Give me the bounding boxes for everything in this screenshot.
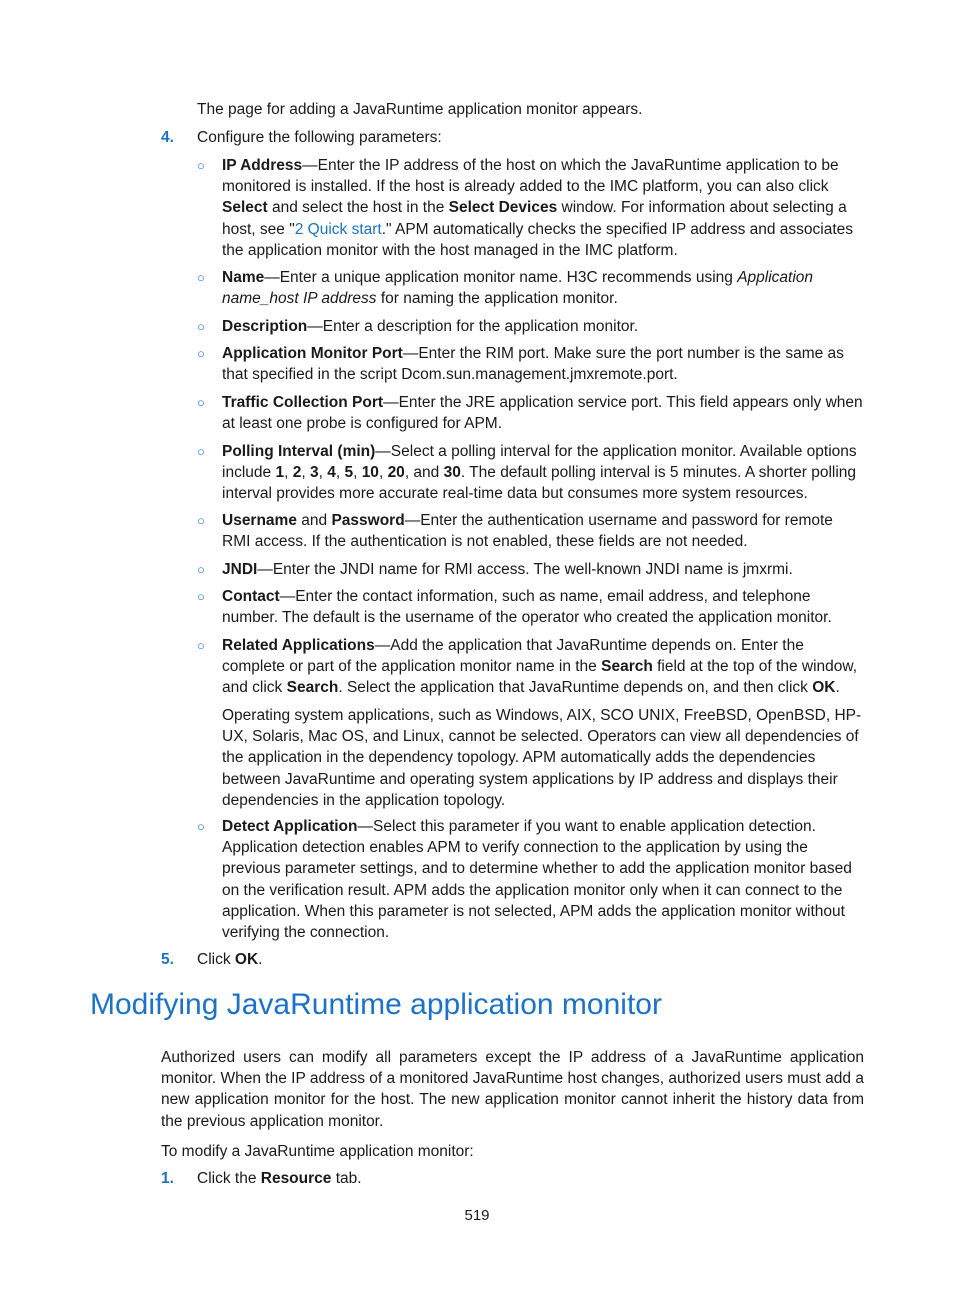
param-related-applications: [222, 635, 864, 699]
sep: ,: [353, 464, 362, 482]
text: —Enter the JNDI name for RMI access. The well-known JNDI name is jmxrmi.: [257, 561, 793, 578]
step-text: Configure the following parameters:: [197, 129, 442, 146]
sep: ,: [378, 464, 388, 482]
bullet-marker: ○: [197, 638, 205, 653]
sep: ,: [301, 464, 310, 482]
text: . The default polling interval is 5 minutes. A shorter polling interval provides more accurate real-time data but consumes more system resources.: [222, 464, 857, 503]
option-value: 4: [327, 464, 336, 482]
text: and select the host in the: [267, 199, 449, 217]
param-label: Related Applications: [222, 637, 375, 654]
param-label: JNDI: [222, 561, 258, 578]
option-value: 5: [344, 464, 354, 482]
param-contact: [222, 586, 864, 628]
related-applications-note: Operating system applications, such as Windows, AIX, SCO UNIX, FreeBSD, OpenBSD, HP-UX, Solaris, Mac OS, and Linux, cannot be selected. Operators can view all dependencies of the application in the dependency topology. APM automatically adds the dependencies between JavaRuntime and operating system applications by IP address and displays their dependencies in the application topology.: [222, 707, 862, 809]
bullet-marker: ○: [197, 589, 205, 604]
step-number: 1.: [161, 1170, 174, 1187]
text: —Enter the authentication username and password for remote RMI access. If the authentication is not enabled, these fields are not needed.: [222, 512, 833, 551]
sep: ,: [318, 464, 328, 482]
page-number: 519: [464, 1207, 490, 1224]
sep: , and: [404, 464, 444, 482]
param-label: Name: [222, 269, 265, 286]
bullet-marker: ○: [197, 319, 205, 334]
ui-term: Resource: [260, 1170, 332, 1187]
text: and: [296, 512, 332, 529]
text: for naming the application monitor.: [376, 290, 618, 308]
option-value: 10: [361, 464, 379, 482]
bullet-marker: ○: [197, 270, 205, 285]
option-value: 2: [292, 464, 302, 482]
text: ." APM automatically checks the specified IP address and associates the application monitor with the host managed in the IMC platform.: [222, 220, 854, 259]
ui-term: Search: [601, 658, 653, 676]
text: —Enter the contact information, such as name, email address, and telephone number. The default is the username of the operator who created the application monitor.: [222, 588, 832, 627]
text: —Select this parameter if you want to enable application detection. Application detection enables APM to verify connection to the application by using the previous parameter settings, and to determine whether to add the application monitor based on the verification result. APM adds the application monitor only when it can connect to the application. When this parameter is not selected, APM adds the application monitor without verifying the connection.: [222, 818, 852, 942]
intro-text: The page for adding a JavaRuntime application monitor appears.: [197, 101, 643, 118]
ui-term: Search: [286, 679, 339, 697]
bullet-marker: ○: [197, 513, 205, 528]
param-ip-address: [222, 155, 864, 261]
italic-term: Application name_host IP address: [222, 269, 814, 308]
param-traffic-collection-port: [222, 392, 864, 434]
step-number: 5.: [161, 951, 174, 968]
text: —Enter the IP address of the host on which the JavaRuntime application to be monitored is installed. If the host is already added to the IMC platform, you can also click: [222, 157, 839, 196]
ui-term: OK: [812, 679, 836, 697]
option-value: 20: [387, 464, 405, 482]
param-name: [222, 267, 864, 309]
text: —Select a polling interval for the application monitor. Available options include: [222, 443, 857, 482]
param-label: Detect Application: [222, 818, 358, 835]
param-description: [222, 316, 864, 337]
option-value: 1: [275, 464, 285, 482]
step-text: [197, 1168, 362, 1189]
text: .: [258, 951, 263, 968]
bullet-marker: ○: [197, 346, 205, 361]
text: Click the: [197, 1170, 261, 1187]
param-label: Application Monitor Port: [222, 345, 403, 362]
text: tab.: [331, 1170, 362, 1187]
bullet-marker: ○: [197, 395, 205, 410]
text: window. For information about selecting a host, see ": [222, 199, 847, 238]
param-label: Password: [331, 512, 405, 529]
section-title: Modifying JavaRuntime application monitor: [90, 988, 662, 1021]
text: —Enter the JRE application service port. This field appears only when at least one probe is configured for APM.: [222, 394, 863, 433]
param-label: Username: [222, 512, 297, 529]
bullet-marker: ○: [197, 444, 205, 459]
section-paragraph: Authorized users can modify all parameters except the IP address of a JavaRuntime application monitor. When the IP address of a monitored JavaRuntime host changes, authorized users must add a new application monitor for the host. The new application monitor cannot inherit the history data from the previous application monitor.: [161, 1049, 864, 1130]
param-polling-interval: [222, 441, 864, 505]
option-value: 3: [309, 464, 319, 482]
param-application-monitor-port: [222, 343, 864, 385]
ui-term: Select Devices: [448, 199, 558, 217]
bullet-marker: ○: [197, 819, 205, 834]
param-detect-application: [222, 816, 864, 943]
text: —Enter a description for the application monitor.: [307, 318, 639, 335]
param-username-password: [222, 510, 864, 552]
text: Click: [197, 951, 235, 968]
quick-start-link[interactable]: 2 Quick start: [294, 220, 382, 238]
section-lead-in: To modify a JavaRuntime application monitor:: [161, 1143, 474, 1160]
option-value: 30: [443, 464, 461, 482]
param-label: Description: [222, 318, 308, 335]
param-jndi: [222, 559, 864, 580]
sep: ,: [335, 464, 345, 482]
step-number: 4.: [161, 129, 174, 146]
bullet-marker: ○: [197, 158, 205, 173]
text: —Enter the RIM port. Make sure the port number is the same as that specified in the script Dcom.sun.management.jmxremote.port.: [222, 345, 844, 384]
param-label: Contact: [222, 588, 280, 605]
text: . Select the application that JavaRuntime depends on, and then click: [338, 679, 813, 697]
sep: ,: [284, 464, 293, 482]
text: —Add the application that JavaRuntime depends on. Enter the complete or part of the application monitor name in the: [222, 637, 804, 676]
ui-term: OK: [234, 951, 259, 968]
ui-term: Select: [222, 199, 268, 217]
param-label: Traffic Collection Port: [222, 394, 384, 411]
param-label: Polling Interval (min): [222, 443, 376, 460]
text: .: [835, 679, 840, 697]
bullet-marker: ○: [197, 562, 205, 577]
text: field at the top of the window, and click: [222, 658, 858, 697]
param-label: IP Address: [222, 157, 303, 174]
step-text: [197, 949, 262, 970]
text: —Enter a unique application monitor name. H3C recommends using: [264, 269, 738, 286]
